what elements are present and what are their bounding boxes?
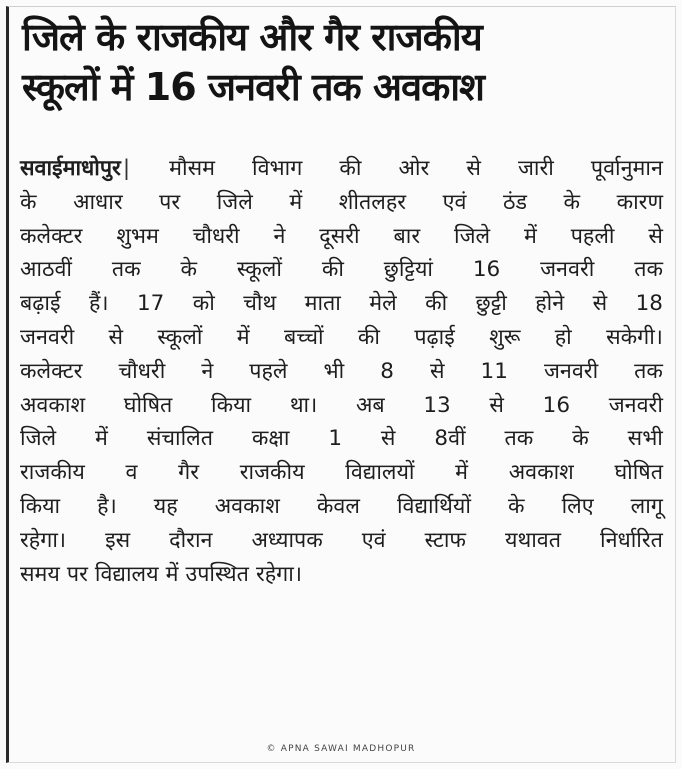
article-word: है। [97,493,117,519]
article-word: से [108,324,124,350]
article-word: स्कूलों [236,257,282,283]
article-word: पर [159,189,181,215]
dateline [20,152,132,186]
article-word: 11 [480,358,508,384]
article-word: दूसरी [319,223,360,249]
article-word: जिले [20,426,57,452]
article-line [20,422,663,456]
article-word: किया [211,392,252,418]
article-word: होने [535,291,565,317]
article-word: यथावत [505,527,561,553]
article-line [20,220,663,254]
article-word: बढ़ाई [20,291,61,317]
article-word: जिले [216,189,253,215]
article-word: निर्धारित [600,527,663,553]
article-word: आठवीं [20,257,72,283]
article-word: के [180,257,198,283]
article-word: चौथ [243,291,277,317]
article-word: छुट्टियां [383,257,433,283]
article-line [20,186,663,220]
article-word: जनवरी [20,324,75,350]
article-word: लिए [561,493,594,519]
article-word: लागू [630,493,663,519]
article-word: अवकाश [20,392,86,418]
article-word: पहले [249,358,288,384]
article-word: कलेक्टर [20,358,83,384]
article-line [20,524,663,558]
article-word: भी [323,358,345,384]
article-line [20,253,663,287]
article-word: से [648,223,663,249]
article-word: बार [393,223,421,249]
article-word: 16 [472,257,501,283]
article-word: कक्षा [251,426,290,452]
article-word: मेले [369,291,397,317]
article-word: कलेक्टर [20,223,83,249]
article-word: की [339,156,362,181]
article-line [20,152,663,186]
article-line [20,287,663,321]
article-word: घोषित [123,392,173,418]
article-word: एवं [442,189,467,215]
article-word: को [192,291,215,317]
article-word: से [466,156,481,181]
dateline-separator: | [122,156,131,181]
article-word: ने [273,223,286,249]
article-word: के [508,493,525,519]
article-word: शुभम [116,223,159,249]
article-word: गैर [178,460,200,486]
article-line [20,456,663,490]
article-word: 8 [380,358,394,384]
article-word: 18 [635,291,663,317]
article-word: की [321,257,344,283]
article-word: से [380,426,396,452]
article-word: पूर्वानुमान [590,156,663,181]
article-word: विद्यार्थियों [396,493,471,519]
article-word: में [95,426,108,452]
article-word: जारी [517,156,554,181]
article-word: की [357,324,380,350]
article-line [20,389,663,423]
article-word: ओर [398,156,430,181]
article-word: विद्यालय [94,561,159,587]
article-word: 17 [136,291,165,317]
article-word: पढ़ाई [414,324,455,350]
article-word: केवल [316,493,360,519]
article-word: इस [105,527,131,553]
article-line [20,558,663,592]
article-word: से [592,291,608,317]
article-word: माता [304,291,341,317]
headline-line-1: जिले के राजकीय और गैर राजकीय [22,15,482,59]
article-word: मौसम [169,156,215,181]
article-word: में [236,324,250,350]
article-word: 16 [542,392,570,418]
article-word: तक [634,358,663,384]
article-word: ठंड [502,189,527,215]
article-word: विद्यालयों [345,460,415,486]
article-word: समय [20,561,60,587]
article-word: यह [153,493,178,519]
article-word: व [125,460,138,486]
article-word: पर [66,561,88,587]
article-word: एवं [361,527,386,553]
article-word: ने [201,358,214,384]
article-word: की [425,291,448,317]
article-word: कारण [616,189,663,215]
article-word: चौधरी [118,358,166,384]
article-word: 8वीं [434,426,466,452]
article-word: राजकीय [20,460,85,486]
article-word: विभाग [252,156,303,181]
article-line [20,355,663,389]
headline-line-2: स्कूलों में 16 जनवरी तक अवकाश [22,65,484,109]
article-word: में [165,561,179,587]
article-word: उपस्थित [185,561,249,587]
article-line [20,490,663,524]
article-word: दौरान [169,527,213,553]
article-word: शीतलहर [338,189,407,215]
article-word: अध्यापक [251,527,323,553]
article-word: अवकाश [508,460,574,486]
article-word: जनवरी [608,392,663,418]
article-word: के [572,426,589,452]
article-word: हैं। [88,291,109,317]
article-word: रहेगा। [20,527,67,553]
article-word: में [523,223,537,249]
article-word: शुरू [489,324,521,350]
article-word: से [489,392,504,418]
article-word: के [20,189,37,215]
article-word: जनवरी [540,257,595,283]
article-word: छुट्टी [475,291,507,317]
article-word: राजकीय [239,460,305,486]
article-word: चौधरी [192,223,240,249]
watermark-credit: © APNA SAWAI MADHOPUR [266,744,416,754]
article-word: घोषित [614,460,663,486]
article-word: तक [634,257,663,283]
article-word: था। [289,392,318,418]
article-word: में [289,189,303,215]
article-word: जिले [454,223,491,249]
article-word: पहली [570,223,615,249]
article-word: 13 [423,392,451,418]
article-word: जनवरी [543,358,599,384]
article-word: स्टाफ [424,527,466,553]
article-word: के [563,189,581,215]
article-word: आधार [73,189,123,215]
article-word: संचालित [146,426,213,452]
dateline-place: सवाईमाधोपुर [20,156,121,181]
article-word: तक [111,257,141,283]
article-word: स्कूलों [157,324,203,350]
article-body [20,152,663,591]
article-word: से [429,358,445,384]
article-word: हो [554,324,572,350]
article-word: सभी [627,426,663,452]
article-line [20,321,663,355]
article-word: रहेगा। [255,561,302,587]
article-word: तक [504,426,534,452]
article-word: किया [20,493,61,519]
article-word: अब [355,392,385,418]
headline [22,12,662,112]
article-word: 1 [328,426,342,452]
article-word: बच्चों [283,324,324,350]
article-word: अवकाश [214,493,280,519]
article-word: में [455,460,469,486]
article-word: सकेगी। [606,324,663,350]
